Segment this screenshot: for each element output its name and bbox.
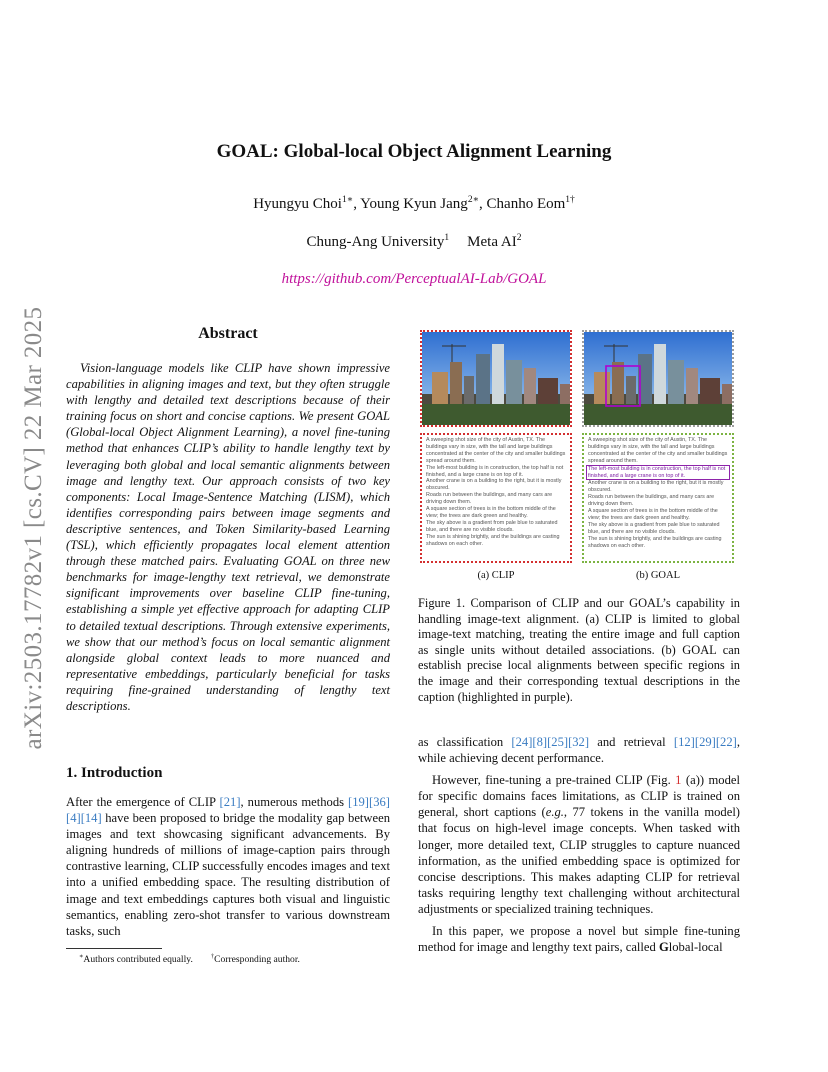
city-photo-clip [420,330,572,427]
footnote-mark: ∗ [79,953,84,960]
citation-link[interactable]: [22] [715,735,737,749]
caption-box-clip [420,433,572,563]
caption-sentence: The left-most building is in construction, the top half is not finished, and a large crane is on top of it. [426,464,564,478]
citation-link[interactable]: [29] [694,735,716,749]
figure-reference-link[interactable]: 1 [675,773,682,788]
caption-sentence: A sweeping shot size of the city of Austin, TX. The buildings vary in size, with the tall and large buildings concentrated at the center of the city and smaller buildings spread around them. [426,437,566,464]
author-name: Hyungyu Choi [253,196,342,212]
abstract-heading: Abstract [198,325,258,342]
footnote-mark: † [210,953,215,960]
text-run: After the emergence of CLIP [66,795,220,809]
citation-link[interactable]: [4] [66,811,81,826]
text-run: lobal-local [668,940,723,955]
footnote-rule [66,948,162,949]
text-run: G [658,940,669,955]
citation-link[interactable]: [14] [80,811,102,826]
author-list: Hyungyu Choi$^{1∗}$, Young Kyun Jang$^{2∗}$, Chanho Eom$^{1\dagger}$ [253,195,575,212]
citation-link[interactable]: [21] [219,795,241,809]
text-run: e.g. [545,805,564,820]
citation-link[interactable]: [8] [532,735,548,749]
caption-sentence: The sky above is a gradient from pale blue to saturated blue, and there are no visible clouds. [426,519,558,533]
footnotes [66,952,390,965]
text-run: , while achieving decent performance. [418,735,740,766]
caption-sentence: Another crane is on a building to the right, but it is mostly obscured. [588,480,724,494]
caption-box-goal [582,433,734,563]
subcaption-clip: (a) CLIP [477,570,515,581]
citation-link[interactable]: [36] [369,795,390,809]
author-name: Young Kyun Jang [360,196,468,212]
figure-panel-clip [420,330,572,565]
caption-sentence: The sun is shining brightly, and the buildings are casting shadows on each other. [588,535,722,549]
caption-sentence: A sweeping shot size of the city of Austin, TX. The buildings vary in size, with the tall and large buildings concentrated at the center of the city and smaller buildings spread around them. [588,437,728,464]
footnote-text: Corresponding author. [214,954,300,966]
author-name: Chanho Eom [486,196,566,212]
city-photo-image [422,332,570,425]
city-photo-image [584,332,732,425]
subcaption-goal: (b) GOAL [635,570,681,581]
figure-caption: Figure 1. Comparison of CLIP and our GOAL’s capability in handling image-text alignment. (a) CLIP is limited to global image-text matching, treating the entire image and full caption as single units without detailed associations. (b) GOAL can establish precise local alignments between specific regions in the image and their corresponding textual descriptions in the caption (highlighted in purple). [418,596,740,704]
section-heading-introduction: 1. Introduction [66,765,163,781]
author-mark: 1∗ [341,195,354,205]
city-photo-goal [582,330,734,427]
citation-link[interactable]: [25] [547,735,569,749]
right-column-text [418,734,740,955]
repository-link[interactable]: https://github.com/PerceptualAI-Lab/GOAL [281,271,547,287]
text-run: In this paper, we propose a novel but simple fine-tuning method for image and lengthy text pairs, called [418,924,740,955]
paragraph [418,734,740,766]
figure-panel-goal [582,330,734,565]
arxiv-side-stamp: arXiv:2503.17782v1 [cs.CV] 22 Mar 2025 [20,306,47,750]
caption-sentence: Roads run between the buildings, and many cars are driving down them. [588,494,715,508]
affiliation-list [0,233,828,251]
citation-link[interactable]: [32] [568,735,590,749]
abstract-body: Vision-language models like CLIP have shown impressive capabilities in aligning images and text, but they often struggle with lengthy and detailed text descriptions because of their training focus on short and concise captions. We present GOAL (Global-local Object Alignment Learning), a novel fine-tuning method that enhances CLIP’s ability to handle lengthy text by leveraging both global and local semantic alignments between image and lengthy text. Our approach consists of two key components: Local Image-Sentence Matching (LISM), which identifies corresponding pairs between image segments and descriptive sentences, and Token Similarity-based Learning (TSL), which efficiently propagates local element attention through these matched pairs. Evaluating GOAL on three new benchmarks for image-lengthy text retrieval, we demonstrate significant improvements over baseline CLIP fine-tuning, establishing a simple yet effective approach for adapting CLIP to detailed textual descriptions. Through extensive experiments, we show that our method’s focus on local semantic alignment alongside global context leads to more nuanced and representative embeddings, particularly beneficial for tasks requiring fine-grained understanding of lengthy text descriptions. [66,361,390,713]
text-run: have been proposed to bridge the modality gap between images and text showcasing significant advancements. By aligning hundreds of millions of image-caption pairs through contrastive learning, CLIP successfully encodes images and text into a unified embedding space. The resulting distribution of image and text embeddings captures both visual and linguistic semantics, enabling zero-shot transfer to various downstream tasks, such [66,811,390,938]
caption-sentence-highlighted: The left-most building is in construction, the top half is not finished, and a large crane is on top of it. [586,465,730,481]
caption-sentence: A square section of trees is in the bottom middle of the view; the trees are dark green and healthy. [588,508,718,521]
text-run: as classification [418,735,512,749]
caption-sentence: A square section of trees is in the bottom middle of the view; the trees are dark green and healthy. [426,506,556,519]
introduction-paragraph [66,794,390,939]
affiliation-name: Chung-Ang University [306,234,445,250]
affiliation-mark: 2 [516,233,522,243]
caption-sentence: The sky above is a gradient from pale blue to saturated blue, and there are no visible clouds. [588,521,720,535]
citation-link[interactable]: [12] [673,735,695,749]
affiliation-mark: 1 [444,233,450,243]
text-run: and retrieval [589,735,674,749]
affiliation-name: Meta AI [467,234,517,250]
citation-link[interactable]: [19] [348,795,369,809]
text-run: (a)) model for specific domains faces limitations, as CLIP is trained on general, short captions ( [418,773,740,820]
text-run: , 77 tokens in the vanilla model) that focus on high-level image concepts. When tasked with longer, more detailed text, CLIP struggles to capture nuanced information, as the unified embedding space is optimized for concise descriptions. This makes adapting CLIP for retrieval tasks requiring lengthy text challenging without architectural adjustments or specialized training techniques. [418,805,741,916]
author-mark: 2∗ [467,195,480,205]
caption-sentence: Another crane is on a building to the right, but it is mostly obscured. [426,478,562,492]
text-run: , numerous methods [240,795,349,809]
paragraph [418,772,740,917]
footnote-text: Authors contributed equally. [83,954,193,966]
author-mark: 1† [565,195,575,205]
paragraph [418,923,740,955]
caption-sentence: Roads run between the buildings, and many cars are driving down them. [426,492,553,506]
paper-title: GOAL: Global-local Object Alignment Learning [216,141,612,162]
caption-sentence: The sun is shining brightly, and the buildings are casting shadows on each other. [426,533,560,547]
citation-link[interactable]: [24] [511,735,533,749]
text-run: However, fine-tuning a pre-trained CLIP (Fig. [432,773,676,788]
